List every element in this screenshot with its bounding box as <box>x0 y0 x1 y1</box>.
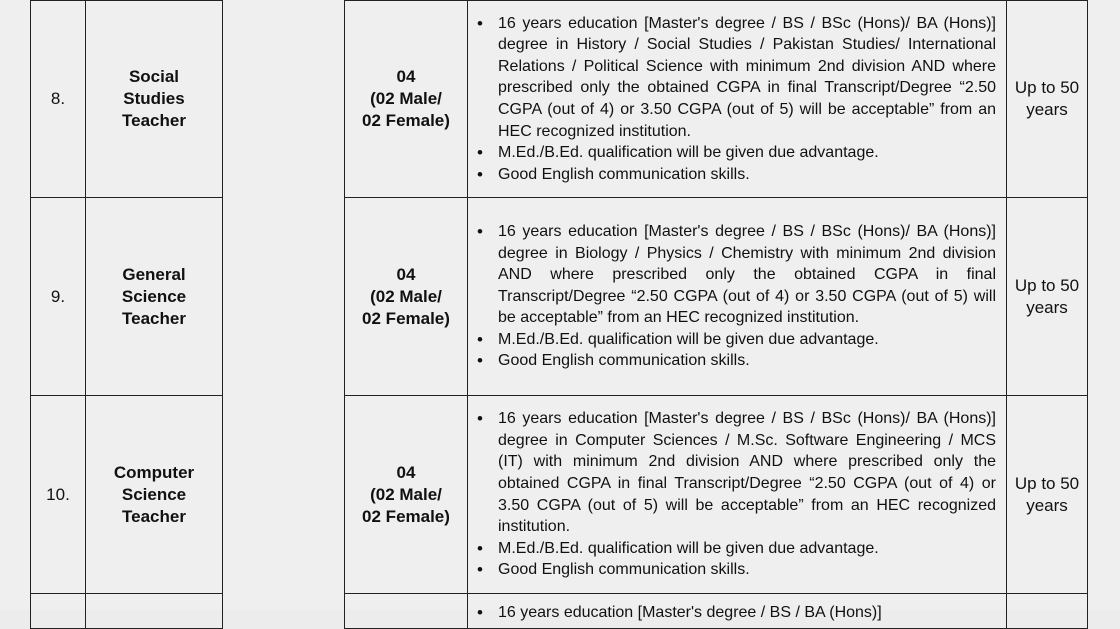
qualification-item: • 16 years education [Master's degree / BS / BSc (Hons)/ BA (Hons)] degree in Biology / Physics / Chemistry with minimum 2nd division AND where prescribed only the obtained CGPA in final Transcript/Degree “2.50 CGPA (out of 4) or 3.50 CGPA (out of 5) will be acceptable” from an HEC recognized institution. <box>468 221 996 329</box>
qualification-list <box>468 407 1006 582</box>
post-count <box>345 198 468 396</box>
qualification-list <box>468 601 1006 625</box>
post-name-line: Social <box>128 67 180 86</box>
vacancy-table-body <box>31 1 1088 629</box>
post-count <box>345 594 468 629</box>
serial-number: 8. <box>31 1 86 198</box>
qualification-item: • M.Ed./B.Ed. qualification will be given due advantage. <box>468 329 996 351</box>
qualification-item: • 16 years education [Master's degree / BS / BA (Hons)] <box>468 602 996 624</box>
post-name <box>86 594 223 629</box>
qualification-cell <box>468 396 1007 594</box>
post-name-line: Teacher <box>122 111 186 130</box>
post-name-line: Teacher <box>122 506 186 526</box>
serial-number: 9. <box>31 198 86 396</box>
qualification-item: • 16 years education [Master's degree / BS / BSc (Hons)/ BA (Hons)] degree in History / Social Studies / Pakistan Studies/ International Relations / Political Science with minimum 2nd division AND where prescribed only the obtained CGPA in final Transcript/Degree “2.50 CGPA (out of 4) or 3.50 CGPA (out of 5) will be acceptable” from an HEC recognized institution. <box>468 13 996 143</box>
merged-blank-cell <box>223 198 345 396</box>
post-count-line: 02 Female) <box>362 506 450 526</box>
post-name <box>86 198 223 396</box>
age-limit-line: years <box>1026 100 1068 119</box>
merged-blank-cell <box>223 594 345 629</box>
age-limit <box>1007 594 1088 629</box>
post-name-line: Studies <box>123 89 185 108</box>
post-count <box>345 1 468 198</box>
qualification-item: • Good English communication skills. <box>468 164 996 186</box>
post-name-line: General <box>122 264 186 284</box>
age-limit <box>1007 1 1088 198</box>
post-count-line: (02 Male/ <box>370 286 442 306</box>
post-count-line: 04 <box>396 462 416 482</box>
qualification-item: • Good English communication skills. <box>468 350 996 372</box>
age-limit-line: years <box>1026 495 1068 515</box>
post-name-line: Science <box>121 484 187 504</box>
post-count-line: 02 Female) <box>362 308 450 328</box>
post-name-line: Computer <box>113 462 195 482</box>
qualification-item: • M.Ed./B.Ed. qualification will be given due advantage. <box>468 142 996 164</box>
qualification-list <box>468 12 1006 187</box>
post-name <box>86 396 223 594</box>
age-limit-line: Up to 50 <box>1014 78 1080 97</box>
qualification-item: • Good English communication skills. <box>468 559 996 581</box>
qualification-cell <box>468 1 1007 198</box>
table-row <box>31 396 1088 594</box>
table-row-partial <box>31 594 1088 629</box>
serial-number: 10. <box>31 396 86 594</box>
qualification-list <box>468 220 1006 373</box>
age-limit <box>1007 198 1088 396</box>
qualification-item: • 16 years education [Master's degree / BS / BSc (Hons)/ BA (Hons)] degree in Computer Sciences / M.Sc. Software Engineering / MCS (IT) with minimum 2nd division AND where prescribed only the obtained CGPA in final Transcript/Degree “2.50 CGPA (out of 4) or 3.50 CGPA (out of 5) will be acceptable” from an HEC recognized institution. <box>468 408 996 538</box>
post-count-line: 04 <box>396 67 416 86</box>
table-row <box>31 198 1088 396</box>
vacancy-table <box>30 0 1088 629</box>
qualification-cell <box>468 594 1007 629</box>
post-name <box>86 1 223 198</box>
post-name-line: Science <box>121 286 187 306</box>
post-count-line: (02 Male/ <box>370 484 442 504</box>
merged-blank-cell <box>223 1 345 198</box>
age-limit-line: Up to 50 <box>1014 473 1080 493</box>
post-name-line: Teacher <box>122 308 186 328</box>
age-limit-line: Up to 50 <box>1014 275 1080 295</box>
age-limit <box>1007 396 1088 594</box>
qualification-cell <box>468 198 1007 396</box>
post-count-line: (02 Male/ <box>370 89 442 108</box>
post-count <box>345 396 468 594</box>
table-row <box>31 1 1088 198</box>
qualification-item: • M.Ed./B.Ed. qualification will be given due advantage. <box>468 538 996 560</box>
age-limit-line: years <box>1026 297 1068 317</box>
post-count-line: 02 Female) <box>362 111 450 130</box>
serial-number <box>31 594 86 629</box>
post-count-line: 04 <box>396 264 416 284</box>
merged-blank-cell <box>223 396 345 594</box>
